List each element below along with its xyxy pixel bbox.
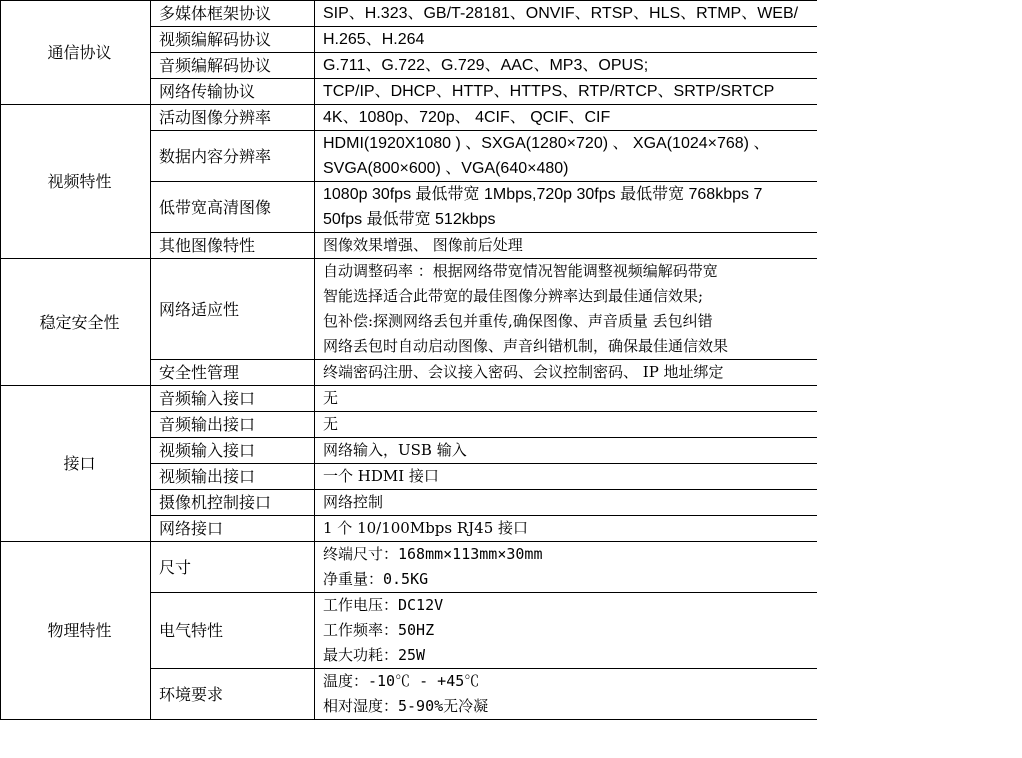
feature-cell: 音频输出接口 xyxy=(151,412,315,438)
value-line: 终端尺寸：168mm×113mm×30mm xyxy=(323,545,543,563)
feature-cell: 音频编解码协议 xyxy=(151,53,315,79)
table-row xyxy=(1,105,817,131)
value-line: 1 个 10/100Mbps RJ45 接口 xyxy=(323,519,529,537)
value-line: 智能选择适合此带宽的最佳图像分辨率达到最佳通信效果; xyxy=(323,287,704,305)
feature-cell: 安全性管理 xyxy=(151,360,315,386)
feature-cell: 音频输入接口 xyxy=(151,386,315,412)
value-cell xyxy=(315,593,817,669)
spec-table-body xyxy=(1,1,817,720)
value-cell xyxy=(315,360,817,386)
value-line: 1080p 30fps 最低带宽 1Mbps,720p 30fps 最低带宽 768kbps 7 xyxy=(323,186,763,203)
value-cell xyxy=(315,182,817,233)
value-line: 工作电压：DC12V xyxy=(323,596,444,614)
feature-cell: 网络适应性 xyxy=(151,259,315,360)
value-line: 网络控制 xyxy=(323,493,384,511)
value-line: SVGA(800×600) 、VGA(640×480) xyxy=(323,160,569,177)
value-cell xyxy=(315,516,817,542)
value-line: G.711、G.722、G.729、AAC、MP3、OPUS; xyxy=(323,57,649,74)
value-cell xyxy=(315,105,817,131)
value-cell xyxy=(315,542,817,593)
value-cell xyxy=(315,53,817,79)
value-line: 最大功耗：25W xyxy=(323,646,426,664)
feature-cell: 尺寸 xyxy=(151,542,315,593)
table-row xyxy=(1,1,817,27)
feature-cell: 其他图像特性 xyxy=(151,233,315,259)
feature-cell: 低带宽高清图像 xyxy=(151,182,315,233)
value-line: 包补偿:探测网络丢包并重传,确保图像、声音质量 丢包纠错 xyxy=(323,312,713,330)
value-cell xyxy=(315,438,817,464)
value-cell xyxy=(315,490,817,516)
value-line: 温度：-10℃ - +45℃ xyxy=(323,672,480,690)
table-row xyxy=(1,259,817,360)
value-line: 相对湿度：5-90%无冷凝 xyxy=(323,697,489,715)
value-cell xyxy=(315,669,817,720)
feature-cell: 网络传输协议 xyxy=(151,79,315,105)
feature-cell: 视频输出接口 xyxy=(151,464,315,490)
value-line: HDMI(1920X1080 ) 、SXGA(1280×720) 、 XGA(1024×768) 、 xyxy=(323,135,770,152)
value-cell xyxy=(315,27,817,53)
value-cell xyxy=(315,259,817,360)
value-line: 图像效果增强、 图像前后处理 xyxy=(323,236,523,254)
value-cell xyxy=(315,464,817,490)
value-line: 无 xyxy=(323,389,339,407)
value-line: 工作频率：50HZ xyxy=(323,621,435,639)
value-line: 4K、1080p、720p、 4CIF、 QCIF、CIF xyxy=(323,109,611,126)
table-row xyxy=(1,386,817,412)
value-cell xyxy=(315,412,817,438)
feature-cell: 网络接口 xyxy=(151,516,315,542)
feature-cell: 环境要求 xyxy=(151,669,315,720)
value-cell xyxy=(315,79,817,105)
value-line: SIP、H.323、GB/T-28181、ONVIF、RTSP、HLS、RTMP、WEB/ xyxy=(323,5,799,22)
value-line: 自动调整码率 ：根据网络带宽情况智能调整视频编解码带宽 xyxy=(323,262,718,280)
value-line: 一个 HDMI 接口 xyxy=(323,467,439,485)
category-cell: 接口 xyxy=(1,386,151,542)
feature-cell: 视频输入接口 xyxy=(151,438,315,464)
value-cell xyxy=(315,1,817,27)
feature-cell: 摄像机控制接口 xyxy=(151,490,315,516)
feature-cell: 视频编解码协议 xyxy=(151,27,315,53)
value-line: 网络丢包时自动启动图像、声音纠错机制，确保最佳通信效果 xyxy=(323,337,729,355)
value-line: 50fps 最低带宽 512kbps xyxy=(323,211,496,228)
value-line: 无 xyxy=(323,415,339,433)
category-cell: 物理特性 xyxy=(1,542,151,720)
feature-cell: 活动图像分辨率 xyxy=(151,105,315,131)
category-cell: 视频特性 xyxy=(1,105,151,259)
value-line: 终端密码注册、会议接入密码、会议控制密码、 IP 地址绑定 xyxy=(323,363,724,381)
value-cell xyxy=(315,233,817,259)
value-cell xyxy=(315,131,817,182)
value-line: 净重量：0.5KG xyxy=(323,570,429,588)
value-line: TCP/IP、DHCP、HTTP、HTTPS、RTP/RTCP、SRTP/SRTCP xyxy=(323,83,775,100)
value-cell xyxy=(315,386,817,412)
feature-cell: 多媒体框架协议 xyxy=(151,1,315,27)
value-line: 网络输入，USB 输入 xyxy=(323,441,467,459)
feature-cell: 电气特性 xyxy=(151,593,315,669)
value-line: H.265、H.264 xyxy=(323,31,425,48)
table-row xyxy=(1,542,817,593)
category-cell: 通信协议 xyxy=(1,1,151,105)
feature-cell: 数据内容分辨率 xyxy=(151,131,315,182)
category-cell: 稳定安全性 xyxy=(1,259,151,386)
